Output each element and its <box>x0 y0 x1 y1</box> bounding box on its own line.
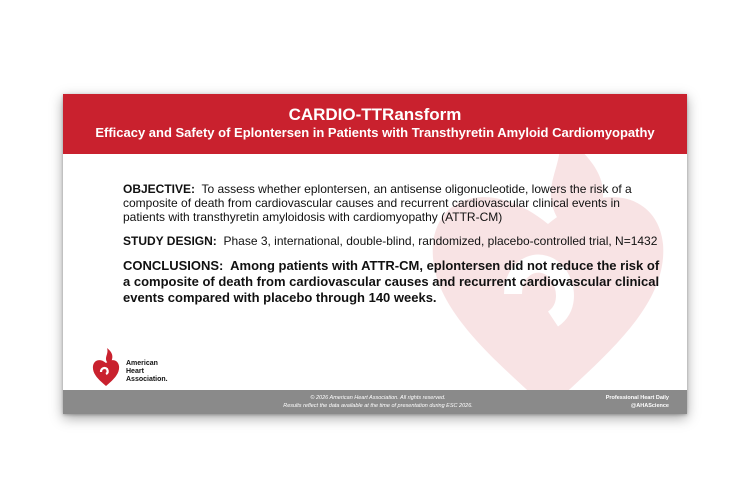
brand-name: Professional Heart Daily <box>605 395 669 401</box>
trial-title: CARDIO-TTRansform <box>288 105 462 124</box>
copyright-text: © 2026 American Heart Association. All rights reserved. <box>310 395 446 401</box>
social-handle: @AHAScience <box>630 403 669 409</box>
aha-wordmark: American Heart Association. <box>126 360 168 383</box>
study-design-paragraph <box>123 234 663 248</box>
footer-brand <box>606 394 669 410</box>
slide-header <box>63 94 687 154</box>
study-design-label: STUDY DESIGN: <box>123 234 217 248</box>
conclusions-label: CONCLUSIONS: <box>123 258 224 273</box>
conclusions-text: Among patients with ATTR-CM, eplontersen did not reduce the risk of a composite of death from cardiovascular causes and recurrent cardiovascular clinical events compared with placebo through 140 weeks. <box>123 258 660 305</box>
slide-body <box>123 182 663 316</box>
study-design-text: Phase 3, international, double-blind, randomized, placebo-controlled trial, N=1432 <box>223 234 658 248</box>
trial-subtitle: Efficacy and Safety of Eplontersen in Patients with Transthyretin Amyloid Cardiomyopathy <box>95 125 655 140</box>
heart-torch-icon <box>91 347 121 387</box>
footer-disclaimer <box>213 394 543 410</box>
objective-text: To assess whether eplontersen, an antisense oligonucleotide, lowers the risk of a composite of death from cardiovascular causes and recurrent cardiovascular clinical events in patients with transthyretin amyloidosis with cardiomyopathy (ATTR-CM) <box>123 182 632 224</box>
conclusions-paragraph <box>123 258 663 306</box>
results-note: Results reflect the data available at the time of presentation during ESC 2026. <box>283 403 473 409</box>
aha-logo <box>91 347 201 387</box>
objective-label: OBJECTIVE: <box>123 182 196 196</box>
objective-paragraph <box>123 182 663 224</box>
summary-slide <box>63 94 687 414</box>
slide-footer <box>63 390 687 414</box>
